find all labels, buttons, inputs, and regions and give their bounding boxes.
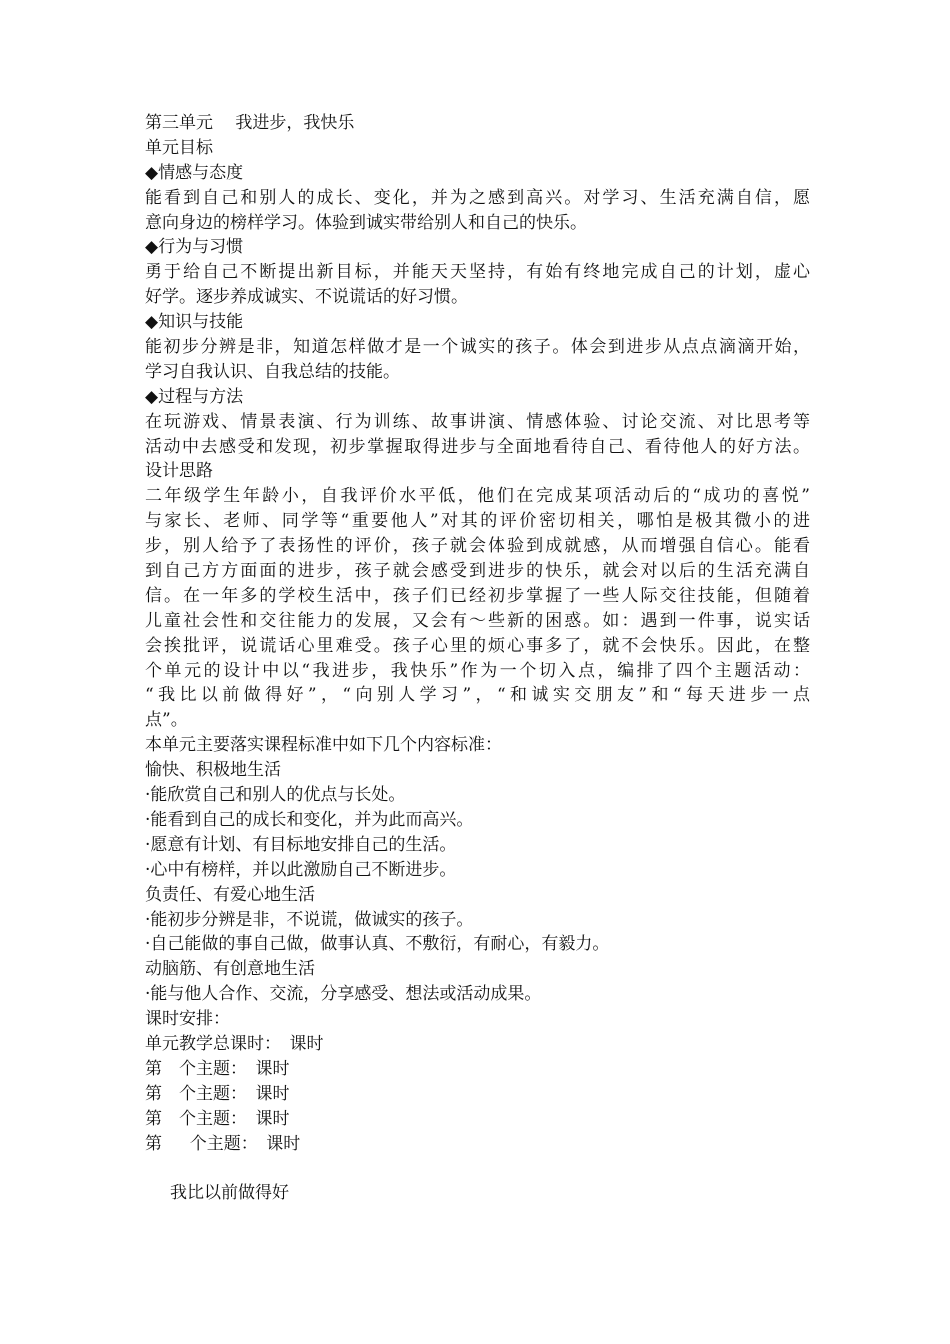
section-heading: ◆行为与习惯	[145, 237, 244, 258]
standard-item: ·能看到自己的成长和变化，并为此而高兴。	[145, 809, 474, 830]
section-text-line: 能初步分辨是非，知道怎样做才是一个诚实的孩子。体会到进步从点点滴滴开始，	[145, 337, 810, 358]
design-text-line: 到自己方方面面的进步，孩子就会感受到进步的快乐，就会对以后的生活充满自	[145, 561, 810, 582]
section-text-line: 好学。逐步养成诚实、不说谎话的好习惯。	[145, 287, 468, 308]
unit-title: 第三单元 我进步，我快乐	[145, 113, 355, 133]
design-heading: 设计思路	[145, 461, 213, 482]
standard-group-heading: 动脑筋、有创意地生活	[145, 959, 315, 980]
standard-item: ·能与他人合作、交流，分享感受、想法或活动成果。	[145, 984, 542, 1005]
goals-heading: 单元目标	[145, 137, 213, 158]
design-text-line: 儿童社会性和交往能力的发展，又会有～些新的困惑。如：遇到一件事，说实话	[145, 610, 810, 631]
schedule-topic: 第 个主题： 课时	[145, 1083, 290, 1104]
design-text-line: 二年级学生年龄小，自我评价水平低，他们在完成某项活动后的“成功的喜悦”	[145, 486, 810, 507]
schedule-topic: 第 个主题： 课时	[145, 1108, 290, 1129]
next-section-title: 我比以前做得好	[170, 1183, 289, 1204]
standard-group-heading: 负责任、有爱心地生活	[145, 884, 315, 905]
design-text-line: “我比以前做得好”，“向别人学习”，“和诚实交朋友”和“每天进步一点	[145, 685, 810, 706]
diamond-bullet-icon: ◆	[145, 386, 159, 407]
section-heading: ◆知识与技能	[145, 312, 244, 333]
standard-group-heading: 愉快、积极地生活	[145, 760, 281, 781]
standard-item: ·愿意有计划、有目标地安排自己的生活。	[145, 834, 457, 855]
section-text-line: 学习自我认识、自我总结的技能。	[145, 361, 400, 382]
design-text-line: 信。在一年多的学校生活中，孩子们已经初步掌握了一些人际交往技能，但随着	[145, 585, 810, 606]
schedule-total: 单元教学总课时： 课时	[145, 1033, 324, 1054]
design-text-line: 个单元的设计中以“我进步，我快乐”作为一个切入点，编排了四个主题活动：	[145, 660, 810, 681]
section-text-line: 活动中去感受和发现，初步掌握取得进步与全面地看待自己、看待他人的好方法。	[145, 436, 810, 457]
schedule-topic: 第 个主题： 课时	[145, 1058, 290, 1079]
section-text-line: 能看到自己和别人的成长、变化，并为之感到高兴。对学习、生活充满自信，愿	[145, 187, 810, 208]
standard-item: ·能初步分辨是非，不说谎，做诚实的孩子。	[145, 909, 474, 930]
diamond-bullet-icon: ◆	[145, 237, 159, 258]
standard-item: ·自己能做的事自己做，做事认真、不敷衍，有耐心，有毅力。	[145, 934, 610, 955]
schedule-heading: 课时安排：	[145, 1009, 230, 1030]
section-heading: ◆情感与态度	[145, 162, 244, 183]
diamond-bullet-icon: ◆	[145, 162, 159, 183]
diamond-bullet-icon: ◆	[145, 312, 159, 333]
document-page	[145, 111, 810, 1206]
blank-line	[145, 1156, 810, 1181]
section-heading: ◆过程与方法	[145, 386, 244, 407]
standards-intro: 本单元主要落实课程标准中如下几个内容标准：	[145, 735, 502, 756]
section-text-line: 在玩游戏、情景表演、行为训练、故事讲演、情感体验、讨论交流、对比思考等	[145, 411, 810, 432]
design-text-line: 与家长、老师、同学等“重要他人”对其的评价密切相关，哪怕是极其微小的进	[145, 511, 810, 532]
section-text-line: 勇于给自己不断提出新目标，并能天天坚持，有始有终地完成自己的计划，虚心	[145, 262, 810, 283]
design-text-line: 步，别人给予了表扬性的评价，孩子就会体验到成就感，从而增强自信心。能看	[145, 536, 810, 557]
standard-item: ·心中有榜样，并以此激励自己不断进步。	[145, 859, 457, 880]
design-text-line: 点”。	[145, 710, 188, 731]
section-text-line: 意向身边的榜样学习。体验到诚实带给别人和自己的快乐。	[145, 212, 587, 233]
standard-item: ·能欣赏自己和别人的优点与长处。	[145, 785, 406, 806]
schedule-topic: 第 个主题： 课时	[145, 1133, 301, 1154]
design-text-line: 会挨批评，说谎话心里难受。孩子心里的烦心事多了，就不会快乐。因此，在整	[145, 635, 810, 656]
